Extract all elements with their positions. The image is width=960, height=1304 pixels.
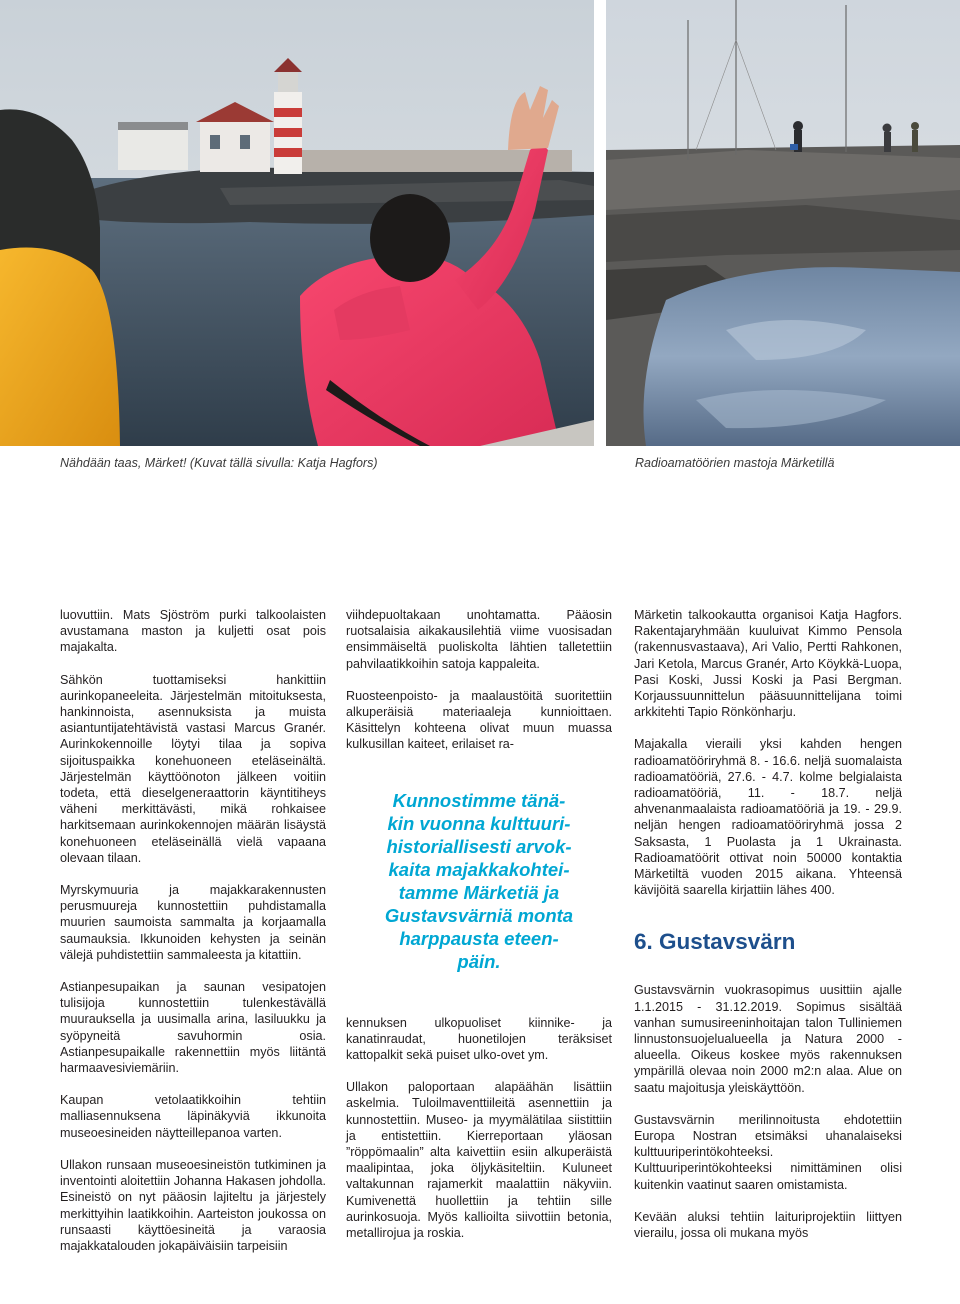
photo-lighthouse-wave-image	[0, 0, 594, 446]
paragraph: Astianpesupaikan ja saunan vesipatojen tulisijoja kunnostettiin tulenkestävällä muurauksella ja uusimalla arina, lasiluukku ja syöpyneitä savuhormin osia. Astianpesupaikalle rakennettiin myös liitäntä harmaavesiviemäriin.	[60, 980, 326, 1076]
paragraph: luovuttiin. Mats Sjöström purki talkoolaisten avustamana maston ja kuljetti osat pois majakalta.	[60, 608, 326, 655]
pull-quote-line: harppausta eteen-	[399, 927, 559, 949]
paragraph: Majakalla vieraili yksi kahden hengen radioamatööriryhmä 8. - 16.6. neljä suomalaista radioamatööriä, 27.6. - 4.7. kolme belgialaista radioamatööriä, 11. - 18.7. neljä ahvenanmaalaista radioamatööriä ja 19. - 29.9. neljän hengen radioamatööriryhmä jossa 2 Saksasta, 1 Puolasta ja 1 Ukrainasta. Radioamatöörit ottivat noin 50000 kontaktia Märketiltä vuoden 2015 aikana. Yhteensä kävijöitä saarella kirjattiin lähes 400.	[634, 737, 902, 898]
paragraph: kennuksen ulkopuoliset kiinnike- ja kanatinraudat, huonetilojen teräksiset kattopalkit sekä puiset ulko-ovet ym.	[346, 1015, 612, 1063]
pull-quote-line: historiallisesti arvok-	[386, 835, 572, 857]
photo-radio-masts	[606, 0, 960, 446]
text-column-3	[634, 607, 902, 1241]
paragraph: Sähkön tuottamiseksi hankittiin aurinkopaneeleita. Järjestelmän mitoituksesta, hankinnoista, asennuksista ja muista asiantuntijatehtävistä vastasi Marcus Granér. Aurinkokennoille löytyi tilaa ja sopiva sijoituspaikka konehuoneen eteläseinältä. Järjestelmän käyttöönoton jälkeen voitiin todeta, että dieselgeneraattorin käyntitiheys väheni merkittävästi, mikä rohkaisee harkitsemaan aurinkokennojen määrän lisäystä konehuoneen eteläseinällä vielä vapaana olevaan tilaan.	[60, 672, 326, 865]
paragraph: Gustavsvärnin merilinnoitusta ehdotettiin Europa Nostran etsimäksi uhanalaiseksi kulttuuriperintökohteeksi. Kulttuuriperintökohteeksi nimittäminen olisi kuitenkin vaatinut saaren omistamista.	[634, 1112, 902, 1192]
photo-lighthouse-wave	[0, 0, 594, 446]
paragraph: Kaupan vetolaatikkoihin tehtiin malliasennuksena läpinäkyviä ikkunoita museoesineiden näytteillepanoa varten.	[60, 1093, 326, 1140]
paragraph: Myrskymuuria ja majakkarakennusten perusmuureja kunnostettiin puhdistamalla muurien saumoista sammalta ja korjaamalla saumauksia. Ikkunoiden kehysten ja seinän välejä puhdistettiin sammaleesta ja kitattiin.	[60, 883, 326, 962]
paragraph: Märketin talkookautta organisoi Katja Hagfors. Rakentajaryhmään kuuluivat Kimmo Pensola (rakennusvastaava), Ari Valio, Pertti Rahkonen, Jari Ketola, Marcus Granér, Arto Köykkä-Luopa, Pasi Koski, Jussi Koski ja Pasi Bergman. Korjaussuunnittelun pääsuunnittelijana toimi arkkitehti Tapio Rönkönharju.	[634, 608, 902, 720]
paragraph: Kevään aluksi tehtiin laituriprojektiin liittyen vierailu, jossa oli mukana myös	[634, 1209, 902, 1241]
pull-quote-line: tamme Märketiä ja	[398, 881, 560, 903]
pull-quote-line: Kunnostimme tänä-	[392, 789, 566, 811]
pull-quote	[346, 789, 612, 973]
photo-radio-masts-image	[606, 0, 960, 446]
caption-left: Nähdään taas, Märket! (Kuvat tällä sivulla: Katja Hagfors)	[60, 456, 378, 470]
paragraph: viihdepuoltakaan unohtamatta. Pääosin ruotsalaisia aikakausilehtiä viime vuosisadan ensimmäiseltä puoliskolta lähtien talletettiin pahvilaatikkoihin satoja kappaleita.	[346, 608, 612, 671]
section-heading: 6. Gustavsvärn	[634, 929, 796, 955]
caption-right: Radioamatöörien mastoja Märketillä	[635, 456, 835, 470]
text-column-1	[60, 607, 326, 1254]
paragraph: Ullakon runsaan museoesineistön tutkiminen ja inventointi aloitettiin Johanna Hakasen johdolla. Esineistö on nyt pääosin lajiteltu ja järjestely merkittyihin laatikkoihin. Aarteiston joukossa on runsaasti käyttöesineitä ja varaosia majakkatalouden jokapäiväisiin tarpeisiin	[60, 1157, 326, 1253]
text-column-2	[346, 607, 612, 1241]
pull-quote-line: kaita majakkakohtei-	[388, 858, 570, 880]
paragraph: Ruosteenpoisto- ja maalaustöitä suoritettiin alkuperäisiä materiaaleja kunnioittaen. Käsittelyn kohteena olivat muun muassa kulkusillan kaiteet, erilaiset ra-	[346, 688, 612, 752]
paragraph: Ullakon paloportaan alapäähän lisättiin askelmia. Tuloilmaventtiileitä asennettiin ja kunnostettiin. Museo- ja myymälätilaa siistittiin ja entistettiin. Kierreportaan yläosan ”röppömaalin” alta kaivettiin esiin alkuperäistä maalipintaa, joka öljykäsiteltiin. Kuluneet valtakunnan rajamerkit maalattiin näkyviin. Kumivenettä huollettiin ja tehtiin sille aurinkosuoja. Myös kallioilta siivottiin betonia, metallirojua ja roskia.	[346, 1080, 612, 1241]
pull-quote-line: päin.	[457, 950, 501, 972]
pull-quote-line: kin vuonna kulttuuri-	[387, 812, 571, 834]
pull-quote-line: Gustavsvärniä monta	[384, 904, 574, 926]
paragraph: Gustavsvärnin vuokrasopimus uusittiin ajalle 1.1.2015 - 31.12.2019. Sopimus sisältää vanhan sumusireeninhoitajan talon Tulliniemen linnustonsuojelualueella ja Natura 2000 -alueella. Oikeus koskee myös rakennuksen ympärillä olevaa noin 2000 m2:n alaa. Alue on saatu majoitusja yleiskäyttöön.	[634, 983, 902, 1095]
